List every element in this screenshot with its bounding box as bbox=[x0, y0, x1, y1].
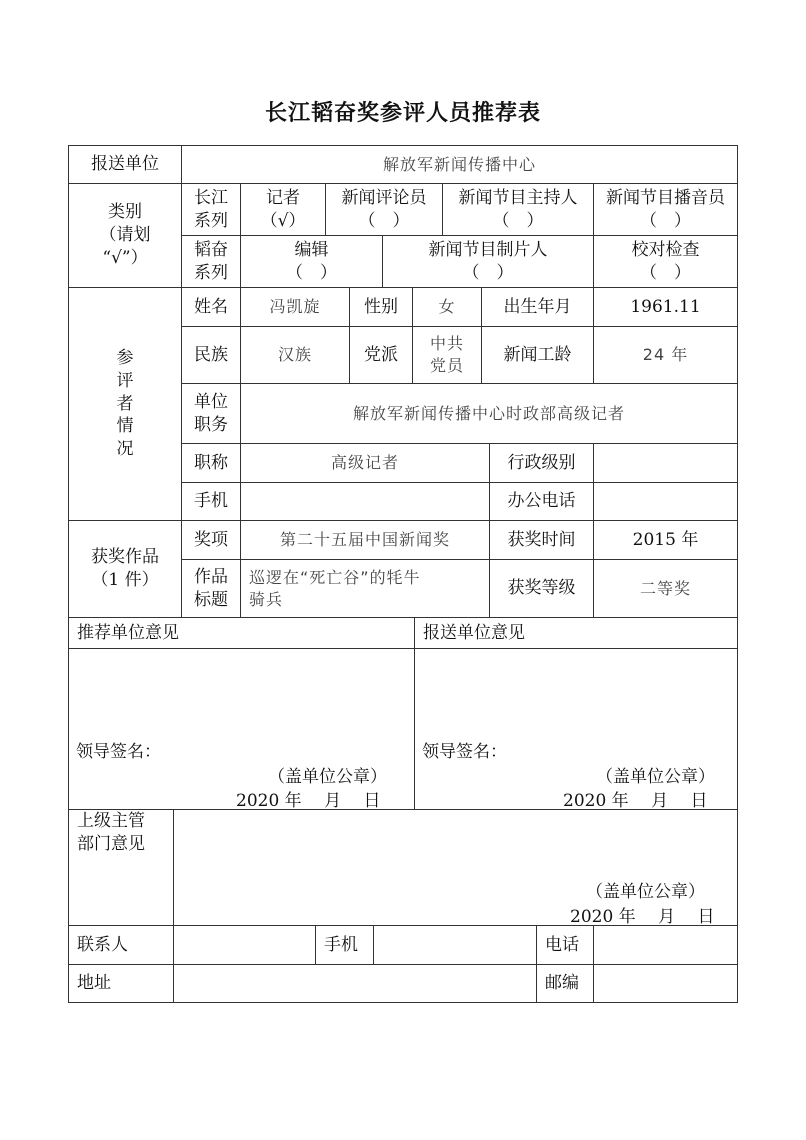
birth-value: 1961.11 bbox=[593, 287, 738, 327]
office-phone-value[interactable] bbox=[593, 482, 738, 521]
submit-opinion-header: 报送单位意见 bbox=[414, 617, 738, 649]
gender-label: 性别 bbox=[349, 287, 413, 327]
changjiang-series-label: 长江 系列 bbox=[181, 183, 241, 236]
address-label: 地址 bbox=[68, 964, 174, 1003]
postcode-label: 邮编 bbox=[536, 964, 594, 1003]
submitting-unit-value: 解放军新闻传播中心 bbox=[181, 145, 738, 184]
recommend-date: 2020 年 月 日 bbox=[236, 791, 381, 811]
work-title-label: 作品 标题 bbox=[181, 559, 241, 618]
award-time-value: 2015 年 bbox=[593, 520, 738, 560]
work-title-value: 巡逻在“死亡谷”的牦牛 骑兵 bbox=[240, 559, 490, 618]
submit-leader-sign: 领导签名： bbox=[422, 742, 507, 762]
position-value: 解放军新闻传播中心时政部高级记者 bbox=[240, 383, 738, 444]
title-value: 高级记者 bbox=[240, 443, 490, 483]
superior-seal: （盖单位公章） bbox=[586, 882, 705, 902]
contact-mobile-label: 手机 bbox=[315, 925, 374, 965]
contact-mobile-value[interactable] bbox=[373, 925, 537, 965]
option-proofreader[interactable]: 校对检查 （ ） bbox=[593, 235, 738, 288]
gender-value: 女 bbox=[412, 287, 482, 327]
option-announcer[interactable]: 新闻节目播音员 （ ） bbox=[593, 183, 738, 236]
award-time-label: 获奖时间 bbox=[489, 520, 594, 560]
address-value[interactable] bbox=[173, 964, 537, 1003]
mobile-label: 手机 bbox=[181, 482, 241, 521]
award-label: 获奖作品 （1 件） bbox=[68, 520, 182, 618]
option-host[interactable]: 新闻节目主持人 （ ） bbox=[442, 183, 594, 236]
recommend-seal: （盖单位公章） bbox=[268, 767, 387, 787]
mobile-value[interactable] bbox=[240, 482, 490, 521]
taofen-series-label: 韬奋 系列 bbox=[181, 235, 241, 288]
name-value: 冯凯旋 bbox=[240, 287, 350, 327]
admin-level-value[interactable] bbox=[593, 443, 738, 483]
party-value: 中共 党员 bbox=[412, 326, 482, 384]
ethnicity-value: 汉族 bbox=[240, 326, 350, 384]
admin-level-label: 行政级别 bbox=[489, 443, 594, 483]
contact-person-value[interactable] bbox=[173, 925, 316, 965]
option-reporter[interactable]: 记者 （√） bbox=[240, 183, 326, 236]
category-label: 类别 （请划 “√”） bbox=[68, 183, 182, 288]
name-label: 姓名 bbox=[181, 287, 241, 327]
years-label: 新闻工龄 bbox=[481, 326, 594, 384]
birth-label: 出生年月 bbox=[481, 287, 594, 327]
option-producer[interactable]: 新闻节目制片人 （ ） bbox=[382, 235, 594, 288]
award-item-label: 奖项 bbox=[181, 520, 241, 560]
postcode-value[interactable] bbox=[593, 964, 738, 1003]
submit-date: 2020 年 月 日 bbox=[563, 791, 708, 811]
position-label: 单位 职务 bbox=[181, 383, 241, 444]
submitting-unit-label: 报送单位 bbox=[68, 145, 182, 184]
contact-person-label: 联系人 bbox=[68, 925, 174, 965]
superior-label: 上级主管 部门意见 bbox=[68, 809, 174, 926]
option-editor[interactable]: 编辑 （ ） bbox=[240, 235, 383, 288]
contact-phone-value[interactable] bbox=[593, 925, 738, 965]
award-item-value: 第二十五届中国新闻奖 bbox=[240, 520, 490, 560]
form-title: 长江韬奋奖参评人员推荐表 bbox=[264, 100, 541, 126]
contact-phone-label: 电话 bbox=[536, 925, 594, 965]
candidate-section-label: 参 评 者 情 况 bbox=[68, 287, 182, 521]
superior-date: 2020 年 月 日 bbox=[570, 907, 715, 927]
title-label: 职称 bbox=[181, 443, 241, 483]
award-grade-label: 获奖等级 bbox=[489, 559, 594, 618]
submit-seal: （盖单位公章） bbox=[596, 767, 715, 787]
years-value: 24 年 bbox=[593, 326, 738, 384]
office-phone-label: 办公电话 bbox=[489, 482, 594, 521]
recommend-leader-sign: 领导签名： bbox=[76, 742, 161, 762]
party-label: 党派 bbox=[349, 326, 413, 384]
recommend-opinion-header: 推荐单位意见 bbox=[68, 617, 415, 649]
option-commentator[interactable]: 新闻评论员 （ ） bbox=[325, 183, 443, 236]
award-grade-value: 二等奖 bbox=[593, 559, 738, 618]
ethnicity-label: 民族 bbox=[181, 326, 241, 384]
